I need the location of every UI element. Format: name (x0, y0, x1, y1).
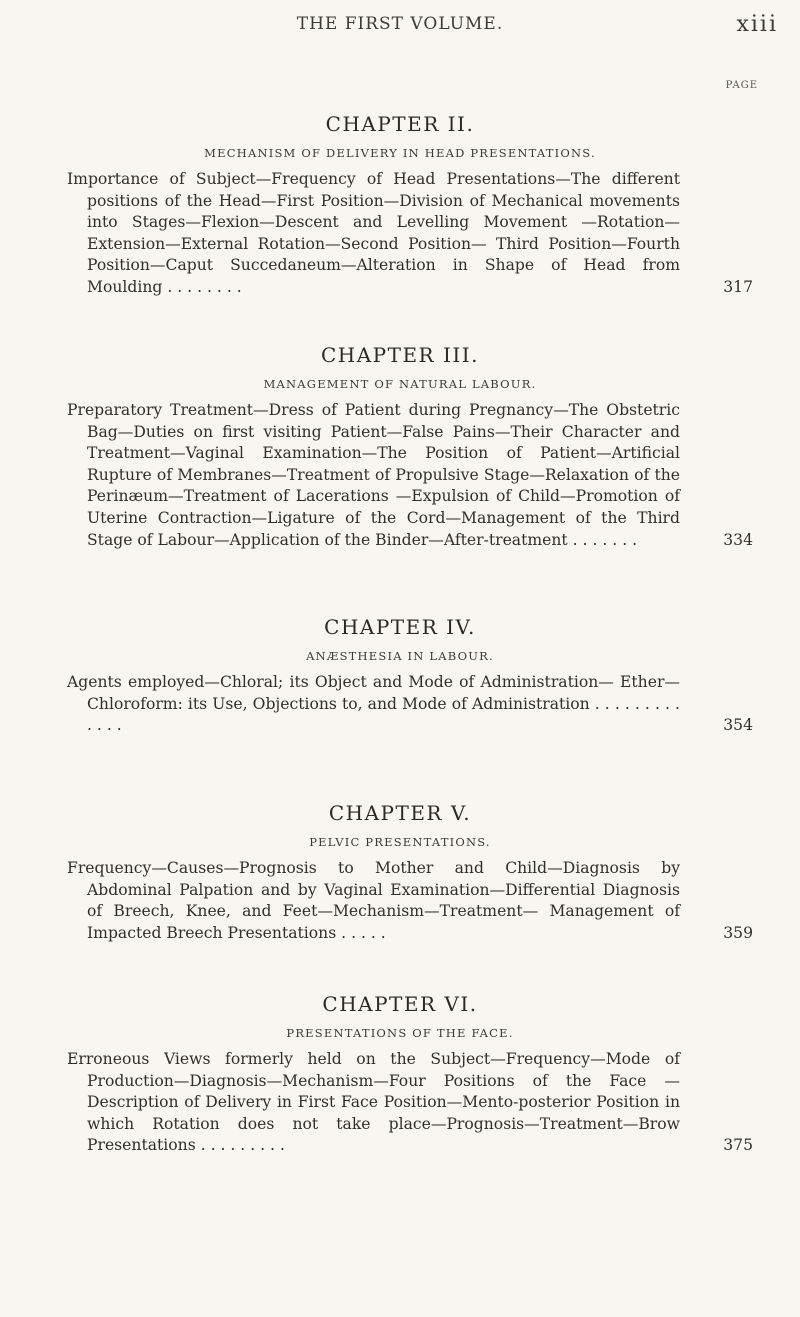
chapter-3 (40, 343, 760, 551)
page-number: 375 (723, 1136, 753, 1155)
page-number: 334 (723, 530, 753, 549)
chapter-title: CHAPTER IV. (324, 615, 476, 639)
chapter-2 (40, 112, 760, 299)
chapter-5 (40, 801, 760, 944)
page-number: 359 (723, 923, 753, 942)
page-number: 317 (723, 277, 753, 296)
chapter-title: CHAPTER VI. (322, 992, 478, 1016)
chapter-contents (67, 1049, 753, 1157)
contents-text: Erroneous Views formerly held on the Subject—Frequency—Mode of Production—Diagnosis—Mechanism—Four Positions of the Face —Description of Delivery in First Face Position—Mento-posterior Position in which Rotation does not take place—Prognosis—Treatment—Brow Presentations . . . . . . . . . (67, 1050, 680, 1155)
chapter-contents (67, 400, 753, 551)
chapter-subtitle: PRESENTATIONS OF THE FACE. (286, 1026, 514, 1040)
chapter-title: CHAPTER V. (328, 801, 472, 825)
contents-text: Frequency—Causes—Prognosis to Mother and Child—Diagnosis by Abdominal Palpation and by Vaginal Examination—Differential Diagnosis of Breech, Knee, and Feet—Mechanism—Treatment— Management of Impacted Breech Presentations . . . . . (67, 859, 680, 942)
chapter-title: CHAPTER II. (325, 112, 475, 136)
chapter-contents (67, 672, 753, 737)
chapter-subtitle: MANAGEMENT OF NATURAL LABOUR. (263, 377, 537, 391)
page-folio: xiii (736, 12, 778, 37)
chapter-contents (67, 169, 753, 299)
chapter-subtitle: ANÆSTHESIA IN LABOUR. (306, 649, 494, 663)
page-column-label: PAGE (725, 80, 758, 91)
chapter-4 (40, 615, 760, 737)
page-number: 354 (723, 716, 753, 735)
contents-text: Importance of Subject—Frequency of Head Presentations—The different positions of the Head—First Position—Division of Mechanical movements into Stages—Flexion—Descent and Levelling Movement —Rotation—Extension—External Rotation—Second Position— Third Position—Fourth Position—Caput Succedaneum—Alteration in Shape of Head from Moulding . . . . . . . . (67, 170, 680, 296)
chapter-6 (40, 992, 760, 1157)
contents-text: Agents employed—Chloral; its Object and Mode of Administration— Ether—Chloroform: its Use, Objections to, and Mode of Administration . . . . . . . . . . . . . (67, 673, 680, 735)
chapter-title: CHAPTER III. (320, 343, 480, 367)
contents-text: Preparatory Treatment—Dress of Patient during Pregnancy—The Obstetric Bag—Duties on first visiting Patient—False Pains—Their Character and Treatment—Vaginal Examination—The Position of Patient—Artificial Rupture of Membranes—Treatment of Propulsive Stage—Relaxation of the Perinæum—Treatment of Lacerations —Expulsion of Child—Promotion of Uterine Contraction—Ligature of the Cord—Management of the Third Stage of Labour—Application of the Binder—After-treatment . . . . . . . (67, 401, 680, 549)
running-head (0, 12, 800, 42)
chapter-contents (67, 858, 753, 944)
chapter-subtitle: PELVIC PRESENTATIONS. (309, 835, 491, 849)
chapter-subtitle: MECHANISM OF DELIVERY IN HEAD PRESENTATIONS. (204, 146, 596, 160)
running-title: THE FIRST VOLUME. (296, 14, 504, 34)
